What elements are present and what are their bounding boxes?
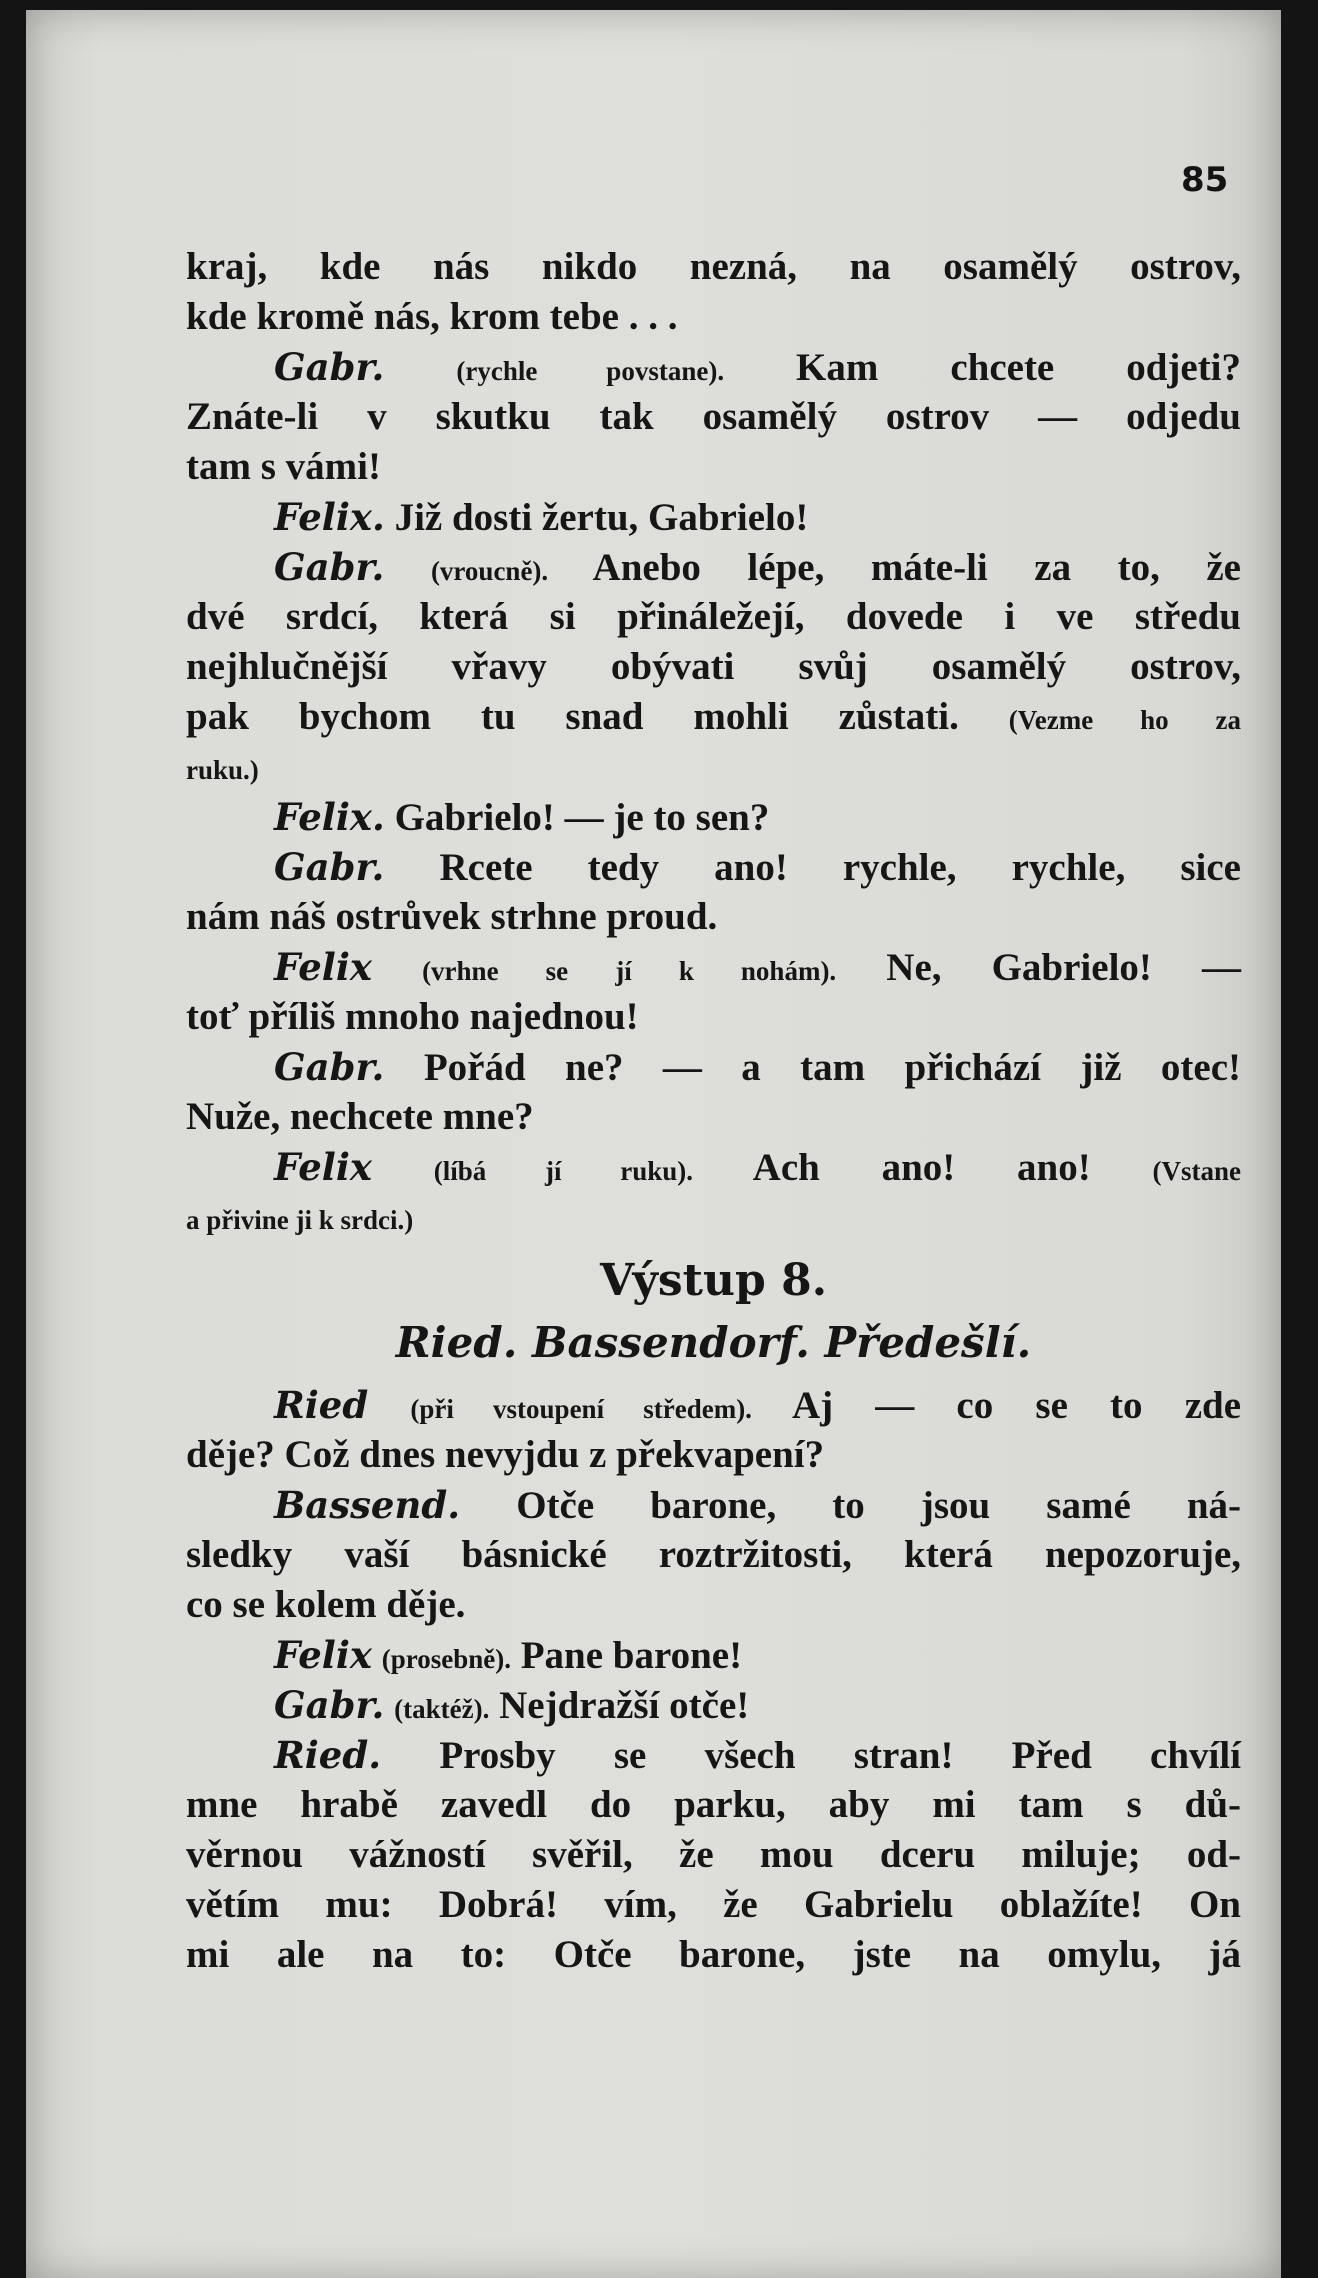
- stage-direction: (Vstane: [1152, 1156, 1241, 1186]
- stage-direction: (při vstoupení středem).: [410, 1394, 752, 1424]
- text-line: [186, 442, 1241, 492]
- stage-direction: a přivine ji k srdci.): [186, 1205, 414, 1235]
- text-span: Nejdražší otče!: [499, 1684, 750, 1727]
- speaker-name: Bassend.: [274, 1483, 461, 1527]
- scene-characters: Ried. Bassendorf. Předešlí.: [395, 1318, 1032, 1367]
- stage-direction: ruku.): [186, 755, 259, 785]
- dialogue-line: [186, 1480, 1241, 1530]
- text-span: dvé srdcí, která si přináležejí, dovede i ve středu: [186, 595, 1241, 638]
- speaker-name: Gabr.: [274, 845, 385, 889]
- text-span: Již dosti žertu, Gabrielo!: [394, 496, 809, 539]
- text-span: Anebo lépe, máte-li za to, že: [592, 546, 1241, 589]
- speaker-name: Gabr.: [274, 1683, 385, 1727]
- text-span: Kam chcete odjeti?: [796, 346, 1242, 389]
- dialogue-line: [186, 1142, 1241, 1192]
- text-span: toť příliš mnoho najednou!: [186, 995, 639, 1038]
- text-span: Rcete tedy ano! rychle, rychle, sice: [439, 846, 1241, 889]
- dialogue-line: [186, 1730, 1241, 1780]
- text-span: větím mu: Dobrá! vím, že Gabrielu oblažíte! On: [186, 1883, 1241, 1926]
- text-span: Otče barone, to jsou samé ná-: [516, 1484, 1242, 1527]
- page-number: 85: [1181, 160, 1229, 200]
- dialogue-line: [186, 942, 1241, 992]
- text-span: tam s vámi!: [186, 445, 381, 488]
- stage-direction: (prosebně).: [381, 1644, 511, 1674]
- text-span: mne hrabě zavedl do parku, aby mi tam s dů-: [186, 1783, 1241, 1826]
- speaker-name: Felix.: [274, 795, 385, 839]
- text-span: sledky vaší básnické roztržitosti, která nepozoruje,: [186, 1533, 1241, 1576]
- text-span: pak bychom tu snad mohli zůstati.: [186, 695, 959, 738]
- text-line: [186, 1192, 1241, 1242]
- text-line: [186, 1830, 1241, 1880]
- speaker-name: Gabr.: [274, 1045, 385, 1089]
- text-line: [186, 1930, 1241, 1980]
- text-span: Ne, Gabrielo! —: [886, 946, 1241, 989]
- text-span: nám náš ostrůvek strhne proud.: [186, 895, 718, 938]
- text-line: [186, 1092, 1241, 1142]
- dialogue-line: [186, 792, 1241, 842]
- dialogue-line: [186, 1380, 1241, 1430]
- speaker-name: Gabr.: [274, 545, 385, 589]
- text-span: Gabrielo! — je to sen?: [394, 796, 770, 839]
- text-span: Prosby se všech stran! Před chvílí: [439, 1734, 1242, 1777]
- speaker-name: Felix.: [274, 495, 385, 539]
- text-span: Nuže, nechcete mne?: [186, 1095, 534, 1138]
- text-span: kraj, kde nás nikdo nezná, na osamělý ostrov,: [186, 245, 1241, 288]
- text-span: věrnou vážností svěřil, že mou dceru miluje; od-: [186, 1833, 1241, 1876]
- text-line: [186, 292, 1241, 342]
- speaker-name: Felix: [274, 1145, 372, 1189]
- dialogue-line: [186, 542, 1241, 592]
- text-line: [186, 692, 1241, 742]
- scene-title: Výstup 8.: [599, 1255, 828, 1306]
- stage-direction: (vroucně).: [430, 556, 549, 586]
- stage-direction: (vrhne se jí k nohám).: [422, 956, 837, 986]
- stage-direction: (líbá jí ruku).: [433, 1156, 694, 1186]
- text-line: [186, 992, 1241, 1042]
- stage-direction: (taktéž).: [394, 1694, 490, 1724]
- speaker-name: Gabr.: [274, 345, 385, 389]
- dialogue-line: [186, 342, 1241, 392]
- text-line: [186, 1580, 1241, 1630]
- text-line: [186, 392, 1241, 442]
- stage-direction: (Vezme ho za: [1008, 705, 1241, 735]
- book-page: [26, 10, 1281, 2278]
- text-line: [186, 1430, 1241, 1480]
- stage-direction: (rychle povstane).: [456, 356, 725, 386]
- text-span: Pořád ne? — a tam přichází již otec!: [423, 1046, 1241, 1089]
- speaker-name: Ried.: [274, 1733, 382, 1777]
- dialogue-line: [186, 1630, 1241, 1680]
- text-span: Pane barone!: [520, 1634, 743, 1677]
- text-line: [186, 242, 1241, 292]
- speaker-name: Felix: [274, 1633, 372, 1677]
- dialogue-line: [186, 842, 1241, 892]
- speaker-name: Felix: [274, 945, 372, 989]
- text-span: Ach ano! ano!: [752, 1146, 1091, 1189]
- text-span: děje? Což dnes nevyjdu z překvapení?: [186, 1433, 825, 1476]
- text-span: mi ale na to: Otče barone, jste na omylu, já: [186, 1933, 1241, 1976]
- text-line: [186, 592, 1241, 642]
- dialogue-line: [186, 1680, 1241, 1730]
- text-line: [186, 642, 1241, 692]
- text-span: nejhlučnější vřavy obývati svůj osamělý ostrov,: [186, 645, 1241, 688]
- dialogue-line: [186, 492, 1241, 542]
- page-text: [186, 242, 1241, 1980]
- text-line: [186, 1780, 1241, 1830]
- speaker-name: Ried: [274, 1383, 369, 1427]
- text-span: kde kromě nás, krom tebe . . .: [186, 295, 678, 338]
- text-span: Aj — co se to zde: [791, 1384, 1241, 1427]
- text-span: Znáte-li v skutku tak osamělý ostrov — odjedu: [186, 395, 1241, 438]
- text-line: [186, 1530, 1241, 1580]
- text-line: [186, 742, 1241, 792]
- text-line: [186, 892, 1241, 942]
- text-line: [186, 1880, 1241, 1930]
- text-span: co se kolem děje.: [186, 1583, 466, 1626]
- dialogue-line: [186, 1042, 1241, 1092]
